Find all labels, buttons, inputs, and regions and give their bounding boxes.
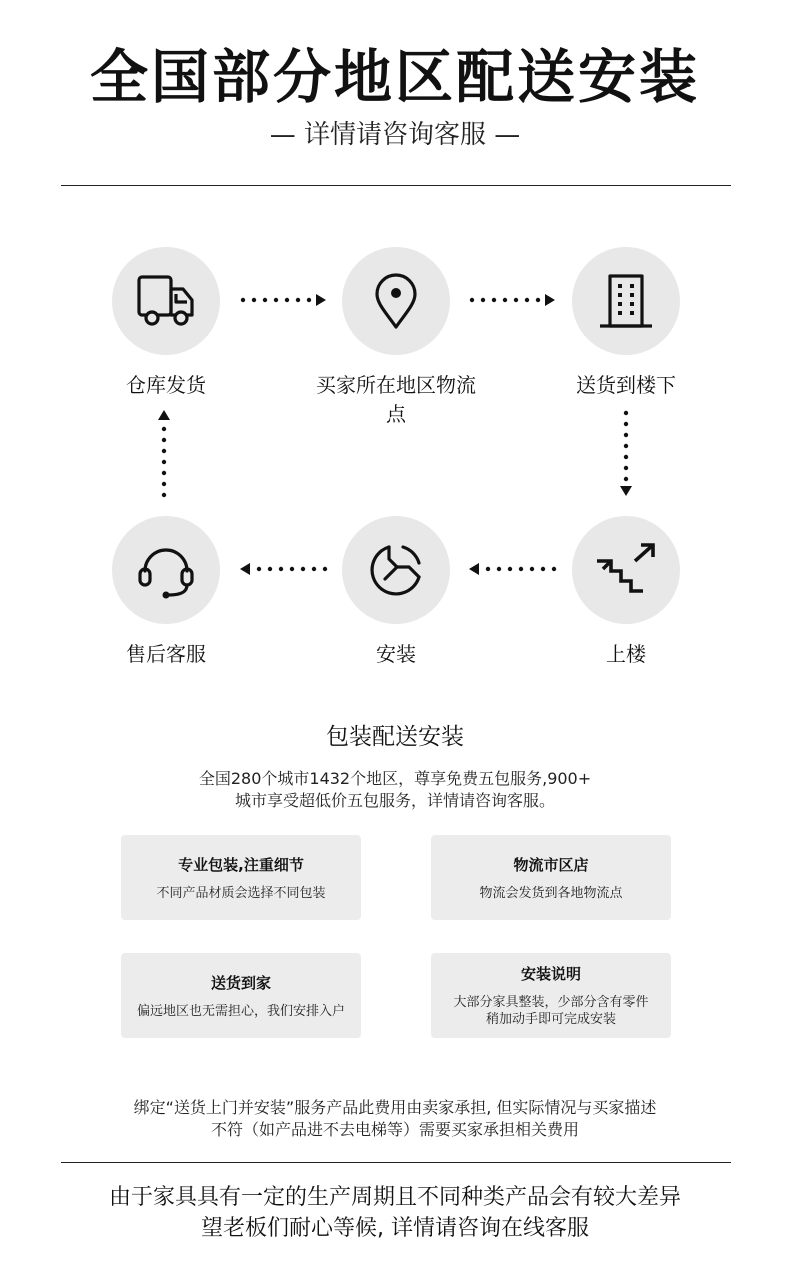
section-title: 包装配送安装 <box>326 724 464 750</box>
footer-line: 由于家具具有一定的生产周期且不同种类产品会有较大差异 <box>108 1185 681 1210</box>
arrow-right-icon <box>469 294 557 306</box>
arrow-left-icon <box>469 563 557 575</box>
step-label: 售后客服 <box>126 642 206 666</box>
card-installation-notes <box>431 953 671 1038</box>
arrow-up-icon <box>158 410 170 498</box>
headset-icon <box>112 516 220 624</box>
card-title: 安装说明 <box>520 965 581 983</box>
card-desc-line: 稍加动手即可完成安装 <box>485 1012 616 1027</box>
location-pin-icon <box>342 247 450 355</box>
card-desc-line: 大部分家具整装，少部分含有零件 <box>453 995 649 1010</box>
card-packaging <box>121 835 361 920</box>
arrow-right-icon <box>240 294 328 306</box>
note-line: 绑定“送货上门并安装”服务产品此费用由卖家承担, 但实际情况与买家描述 <box>133 1098 657 1117</box>
arrow-left-icon <box>240 563 328 575</box>
step-label: 安装 <box>376 642 416 666</box>
building-icon <box>572 247 680 355</box>
card-logistics <box>431 835 671 920</box>
footer-notice <box>0 1182 790 1244</box>
step-label: 买家所在地区物流点 <box>316 373 476 426</box>
footer-line: 望老板们耐心等候, 详情请咨询在线客服 <box>201 1216 589 1241</box>
bottom-divider <box>61 1162 731 1163</box>
description-line: 城市享受超低价五包服务，详情请咨询客服。 <box>234 791 555 810</box>
step-label: 上楼 <box>606 642 646 666</box>
card-home-delivery <box>121 953 361 1038</box>
step-label: 仓库发货 <box>126 373 206 397</box>
description-line: 全国280个城市1432个地区，尊享免费五包服务,900+ <box>198 769 592 788</box>
card-title: 送货到家 <box>210 973 271 992</box>
arrow-down-icon <box>620 410 632 498</box>
section-description <box>0 768 790 812</box>
card-desc: 物流会发货到各地物流点 <box>479 885 623 901</box>
card-desc <box>453 994 648 1028</box>
card-desc: 偏远地区也无需担心，我们安排入户 <box>136 1003 345 1019</box>
stairs-icon <box>572 516 680 624</box>
page-title: 全国部分地区配送安装 <box>89 43 700 111</box>
card-title: 物流市区店 <box>513 855 589 874</box>
card-title: 专业包装,注重细节 <box>178 855 304 874</box>
step-label: 送货到楼下 <box>576 373 676 397</box>
truck-icon <box>112 247 220 355</box>
card-desc: 不同产品材质会选择不同包装 <box>156 885 326 901</box>
note-line: 不符（如产品进不去电梯等）需要买家承担相关费用 <box>210 1120 579 1139</box>
wrench-icon <box>342 516 450 624</box>
page-subtitle: — 详情请咨询客服 — <box>269 120 521 150</box>
top-divider <box>61 185 731 186</box>
fee-note <box>0 1097 790 1141</box>
